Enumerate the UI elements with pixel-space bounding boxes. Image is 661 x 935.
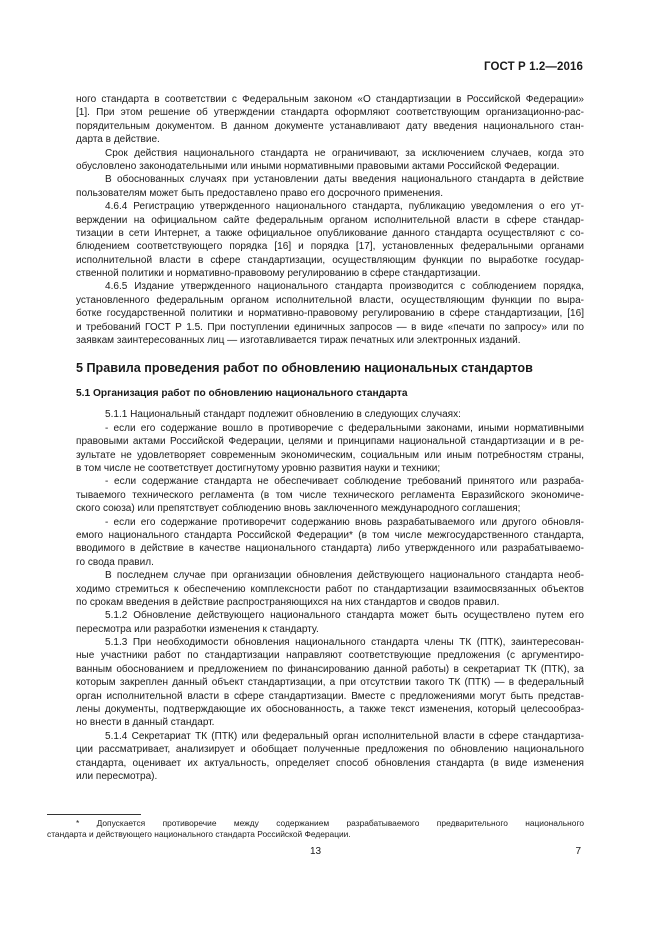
text-line: установленного федеральным органом исполнительной власти, осуществляющим функции по выра- (76, 294, 584, 306)
text-line: емого национального стандарта Российской Федерации* (в том числе межгосударственного стандарта, (76, 529, 584, 541)
list-item-1 (76, 422, 584, 476)
text-line: стандарта, оценивает их актуальность, определяет способ обновления стандарта (в виде изменения (76, 757, 584, 769)
text-line: но внести в данный стандарт. (76, 717, 215, 729)
text-line: ского союза) или препятствует соблюдению вновь заключенного международного соглашения; (76, 503, 521, 515)
section-5-1-heading: 5.1 Организация работ по обновлению национального стандарта (76, 388, 408, 400)
paragraph-5-1-4 (76, 730, 584, 784)
text-line: ные участники работ по стандартизации направляют соответствующие предложения (с аргументиро- (76, 650, 584, 662)
text-line: ходимо стремиться к обеспечению комплексности работ по стандартизации взаимосвязанных объектов (76, 583, 584, 595)
text-line: ного стандарта в соответствии с Федеральным законом «О стандартизации в Российской Федерации» (76, 94, 584, 105)
text-line: и требований ГОСТ Р 1.5. При поступлении единичных запросов — в виде «печати по запросу» или по (76, 321, 584, 333)
text-line: 5.1.4 Секретариат ТК (ПТК) или федеральный орган исполнительной власти в сфере стандартиза- (105, 730, 584, 742)
text-line: 5.1.2 Обновление действующего национального стандарта может быть осуществлено путем его (105, 610, 584, 622)
text-line: 4.6.5 Издание утвержденного национального стандарта производится с соблюдением порядка, (105, 281, 584, 293)
text-line: тываемого технического регламента (в том числе технического регламента Евразийского экономиче- (76, 489, 584, 501)
list-item-3 (76, 516, 584, 570)
footnote (47, 818, 584, 840)
section-5-heading: 5 Правила проведения работ по обновлению национальных стандартов (76, 361, 533, 376)
text-line: - если его содержание вошло в противоречие с федеральными законами, иными нормативными (105, 422, 584, 434)
footnote-divider (47, 814, 141, 815)
footnote-line: * Допускается противоречие между содержанием разрабатываемого предварительного национального (76, 818, 584, 828)
text-line: вводимого в действие в качестве национального стандарта) либо утвержденного или разрабатываемо- (76, 543, 584, 555)
paragraph-5-1-3 (76, 636, 584, 730)
page-number-center: 13 (310, 846, 322, 857)
paragraph-4-6-4 (76, 200, 584, 280)
text-line: - если содержание стандарта не обеспечивает соблюдение требований принятого или разраба- (105, 476, 584, 488)
paragraph-block2 (76, 147, 584, 174)
text-line: пересмотра или разработки изменения к стандарту. (76, 623, 319, 635)
footnote-line: стандарта и действующего национального стандарта Российской Федерации. (47, 829, 351, 840)
document-body (76, 93, 584, 783)
page-number-right: 7 (575, 846, 581, 857)
text-line: 5.1.1 Национальный стандарт подлежит обновлению в следующих случаях: (105, 409, 461, 421)
text-line: правовыми актами Российской Федерации, целями и принципами национальной стандартизации и в ре- (76, 436, 584, 448)
text-line: 4.6.4 Регистрацию утвержденного национального стандарта, публикацию уведомления о его ут- (105, 201, 584, 213)
text-line: блюдением соответствующего порядка [16] и порядка [17], установленных федеральными органами (76, 241, 584, 253)
text-line: ции рассматривает, анализирует и обобщает полученные предложения по обновлению национального (76, 744, 584, 756)
paragraph-5-1-1 (76, 408, 584, 421)
text-line: Срок действия национального стандарта не ограничивают, за исключением случаев, когда это (105, 147, 584, 159)
text-line: порядительным документом. В данном документе устанавливают дату введения национального стан- (76, 120, 584, 132)
text-line: В обоснованных случаях при установлении даты введения национального стандарта в действие (105, 174, 584, 186)
text-line: обусловлено законодательными или иными нормативными правовыми актами Российской Федерации. (76, 160, 560, 172)
text-line: орган исполнительной власти в сфере стандартизации. Вместе с предложениями могут быть представ- (76, 690, 584, 702)
text-line: пользователям может быть предоставлено право его досрочного применения. (76, 187, 444, 199)
text-line: исполнительной власти в сфере стандартизации, осуществляющим функции по выработке государ- (76, 254, 584, 266)
text-line: го свода правил. (76, 556, 154, 568)
text-line: верждении на официальном сайте федеральным органом исполнительной власти в сфере стандар- (76, 214, 584, 226)
text-line: ванным обоснованием и предложением по финансированию данной работы) в секретариат ТК (ПТК), за (76, 663, 584, 675)
paragraph-block1 (76, 93, 584, 147)
text-line: по срокам введения в действие распространяющихся на них стандартов и сводов правил. (76, 596, 500, 608)
text-line: В последнем случае при организации обновления действующего национального стандарта необ- (105, 570, 584, 582)
text-line: которым закреплен данный объект стандартизации, а при отсутствии такого ТК (ПТК) — в федеральный (76, 677, 584, 689)
paragraph-5-1-2 (76, 609, 584, 636)
text-line: - если его содержание противоречит содержанию вновь разрабатываемого или другого обновля- (105, 516, 584, 528)
list-item-2 (76, 475, 584, 515)
text-line: в том числе не соответствует достигнутому уровню развития науки и техники; (76, 462, 441, 474)
paragraph-last-case (76, 569, 584, 609)
text-line: ботке государственной политики и нормативно-правовому регулированию в сфере стандартизации, [16] (76, 308, 584, 320)
text-line: зультате не удовлетворяет современным экономическим, социальным или иным потребностям страны, (76, 449, 584, 461)
text-line: 5.1.3 При необходимости обновления национального стандарта члены ТК (ПТК), заинтересован- (105, 637, 584, 649)
text-line: заявкам заинтересованных лиц — изготавливается тираж печатных или электронных изданий. (76, 335, 521, 347)
text-line: ственной политики и нормативно-правовому регулированию в сфере стандартизации. (76, 268, 481, 280)
text-line: тизации в сети Интернет, а также официальное опубликование данного стандарта осуществляют с со- (76, 227, 584, 239)
text-line: лены документы, подтверждающие их обоснованность, а также текст изменения, который целесообраз- (76, 704, 584, 716)
text-line: дарта в действие. (76, 134, 160, 146)
text-line: [1]. При этом решение об утверждении стандарта оформляют соответствующим организационно-рас- (76, 107, 584, 119)
paragraph-4-6-5 (76, 280, 584, 347)
document-code: ГОСТ Р 1.2—2016 (484, 61, 583, 73)
text-line: или пересмотра). (76, 770, 158, 782)
paragraph-block3 (76, 173, 584, 200)
